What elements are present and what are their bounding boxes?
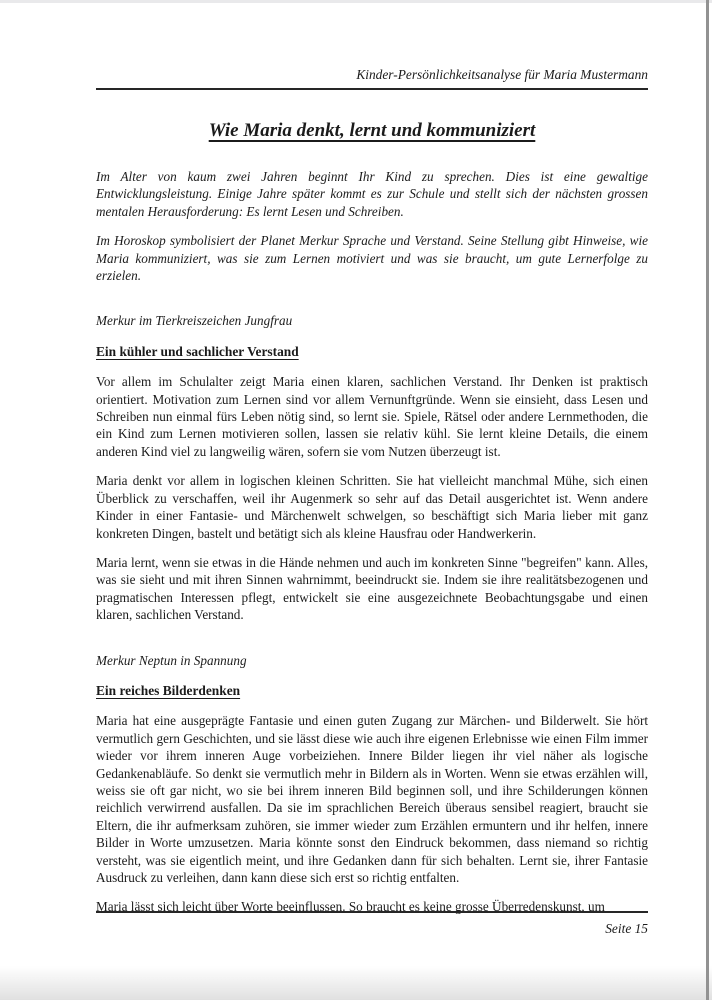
section-2-paragraph-1: Maria hat eine ausgeprägte Fantasie und einen guten Zugang zur Märchen- und Bilderwelt. Sie hört vermutlich gern Geschichten, und sie lässt diese wie auch ihre eigenen Erlebnisse wie einen Film immer wieder vor ihrem inneren Auge vorbeiziehen. Innere Bilder liegen ihr viel näher als logische Gedankenabläufe. So denkt sie vermutlich mehr in Bildern als in Worten. Wenn sie etwas erzählen will, weiss sie oft gar nicht, wo sie bei ihrem inneren Bild beginnen soll, und ihre Schilderungen können reichlich verwirrend ausfallen. Da sie im sprachlichen Bereich überaus sensibel reagiert, braucht sie Eltern, die ihr aufmerksam zuhören, sie immer wieder zum Erzählen ermuntern und ihr helfen, innere Bilder in Worte umzusetzen. Maria könnte sonst den Eindruck bekommen, dass niemand so richtig versteht, was sie eigentlich meint, und ihre Gedanken dann für sich behalten. Lernt sie, ihrer Fantasie Ausdruck zu verleihen, dann kann diese sich erst so richtig entfalten. [96, 713, 648, 885]
page-title: Wie Maria denkt, lernt und kommuniziert [208, 120, 536, 141]
page-edge-top [0, 0, 712, 3]
page-footer [96, 920, 648, 937]
running-header-text: Kinder-Persönlichkeitsanalyse für Maria Mustermann [356, 67, 648, 82]
page-edge-right [706, 0, 709, 1000]
header-rule [96, 88, 648, 90]
page-content [96, 66, 648, 916]
section-1-label: Merkur im Tierkreiszeichen Jungfrau [96, 313, 293, 329]
intro-paragraph-2: Im Horoskop symbolisiert der Planet Merkur Sprache und Verstand. Seine Stellung gibt Hinweise, wie Maria kommuniziert, was sie zum Lernen motiviert und was sie braucht, um gute Lernerfolge zu erzielen. [96, 233, 648, 284]
page-bottom-shadow [0, 966, 712, 1000]
section-2-label: Merkur Neptun in Spannung [96, 652, 247, 668]
section-1-heading: Ein kühler und sachlicher Verstand [96, 343, 299, 359]
page-number: Seite 15 [605, 921, 648, 936]
section-1-paragraph-1: Vor allem im Schulalter zeigt Maria einen klaren, sachlichen Verstand. Ihr Denken ist praktisch orientiert. Motivation zum Lernen sind vor allem Vernunftgründe. Wenn sie einsieht, dass Lesen und Schreiben nun einmal fürs Leben nötig sind, so lernt sie. Spiele, Rätsel oder andere Lernmethoden, die ein Kind zum Lernen motivieren sollen, lassen sie relativ kühl. Sie lernt kleine Details, die einem anderen Kind viel zu langweilig wären, sofern sie vom Nutzen überzeugt ist. [96, 374, 648, 459]
section-1-paragraph-3: Maria lernt, wenn sie etwas in die Hände nehmen und auch im konkreten Sinne "begreifen" kann. Alles, was sie sieht und mit ihren Sinnen wahrnimmt, beeindruckt sie. Indem sie ihre realitätsbezogenen und pragmatischen Interessen pflegt, entwickelt sie eine ausgezeichnete Beobachtungsgabe und einen klaren, sachlichen Verstand. [96, 554, 648, 623]
section-2-paragraph-2: Maria lässt sich leicht über Worte beeinflussen. So braucht es keine grosse Überredenskunst, um [96, 899, 605, 915]
running-header [96, 66, 648, 83]
footer-rule [96, 911, 648, 913]
intro-paragraph-1: Im Alter von kaum zwei Jahren beginnt Ihr Kind zu sprechen. Dies ist eine gewaltige Entwicklungsleistung. Einige Jahre später kommt es zur Schule und stellt sich der nächsten grossen mentalen Herausforderung: Es lernt Lesen und Schreiben. [96, 169, 648, 219]
section-2-heading: Ein reiches Bilderdenken [96, 682, 241, 698]
section-1-paragraph-2: Maria denkt vor allem in logischen kleinen Schritten. Sie hat vielleicht manchmal Mühe, sich einen Überblick zu verschaffen, weil ihr Augenmerk so sehr auf das Detail ausgerichtet ist. Wenn andere Kinder in einer Fantasie- und Märchenwelt schwelgen, so beschäftigt sich Maria lieber mit ganz konkreten Dingen, bastelt und betätigt sich als kleine Hausfrau oder Handwerkerin. [96, 473, 648, 541]
